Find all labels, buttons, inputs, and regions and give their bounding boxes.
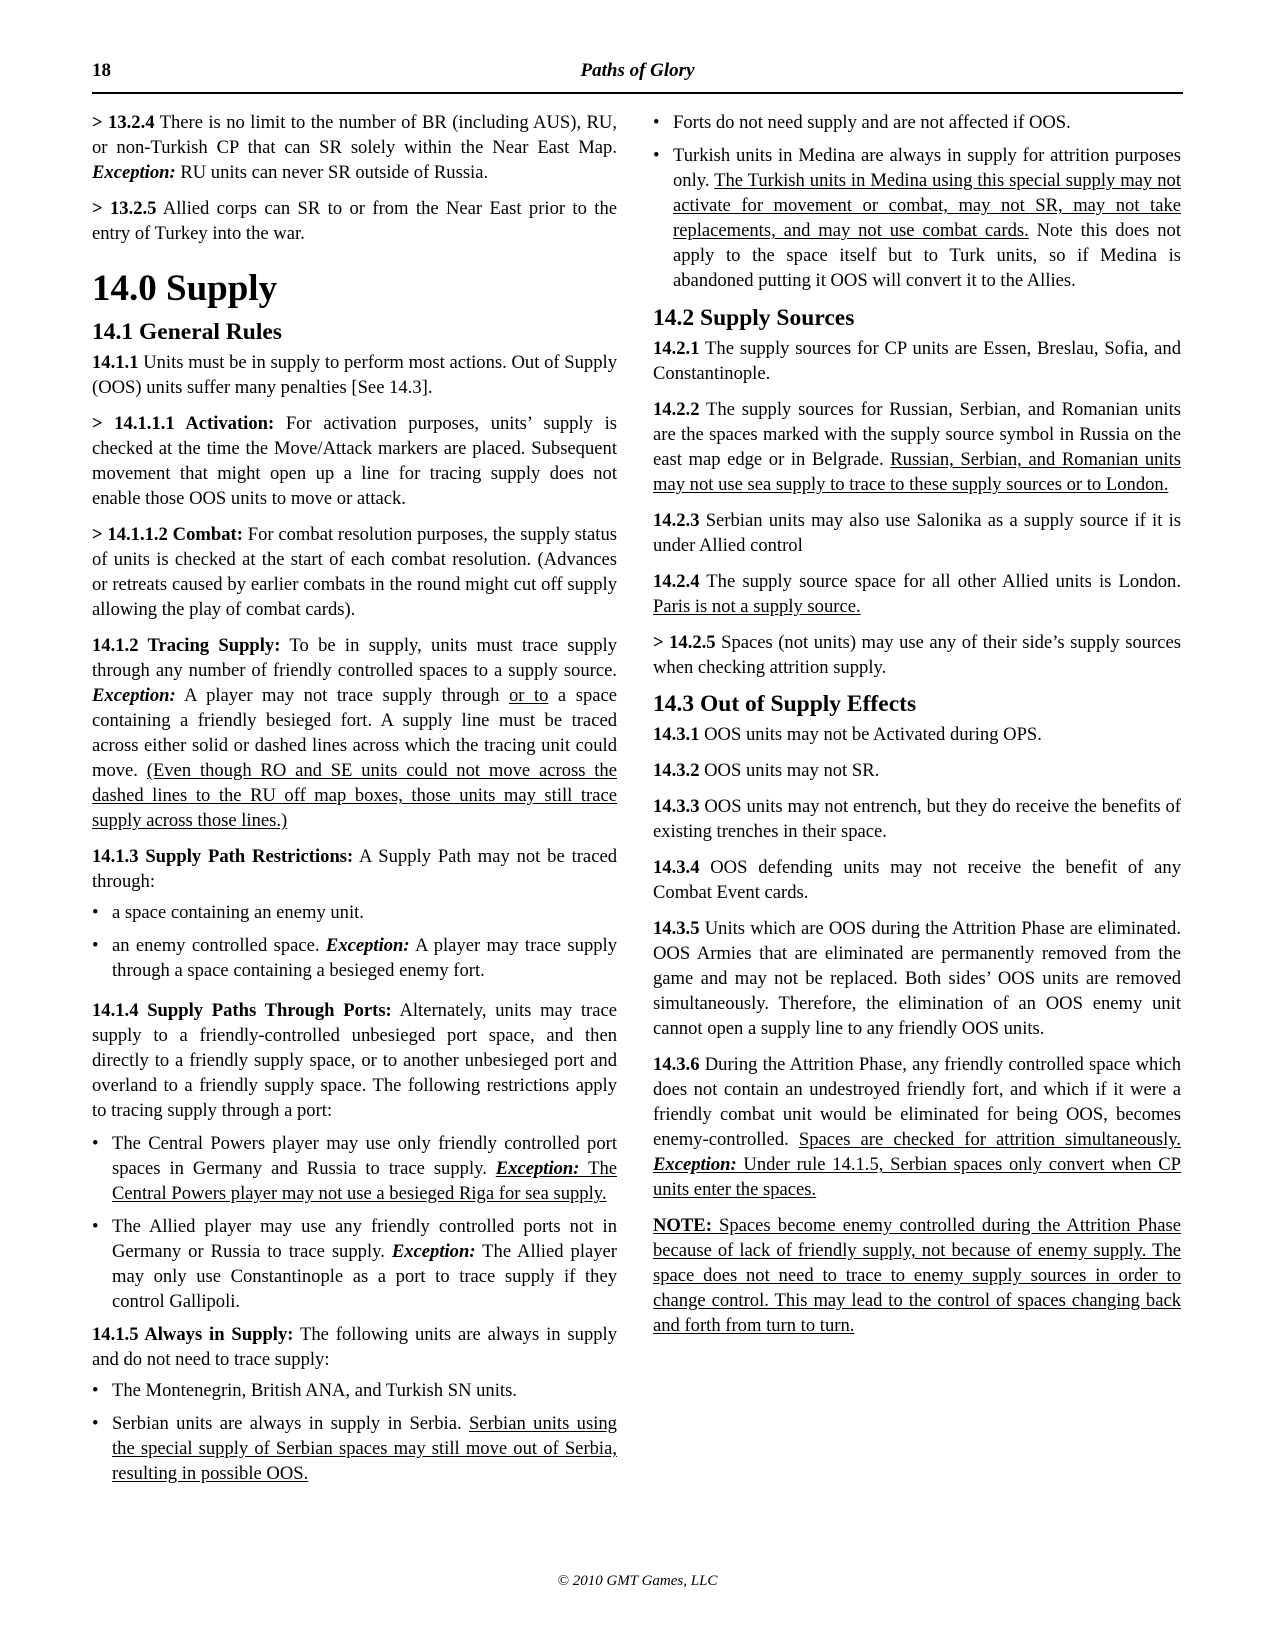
rule-14-3-5: 14.3.5 Units which are OOS during the Attrition Phase are eliminated. OOS Armies that are eliminated are permanently removed from the game and may not be replaced. Both sides’ OOS units are removed simultaneously. Therefore, the elimination of an OOS enemy unit cannot open a supply line to any friendly OOS units. — [653, 918, 1181, 1039]
section-heading-14-0: 14.0 Supply — [92, 268, 278, 309]
bullet-serbian-units: • Serbian units are always in supply in Serbia. Serbian units using the special supply of Serbian spaces may still move out of Serbia, resulting in possible OOS. — [92, 1413, 617, 1484]
rule-14-2-2: 14.2.2 The supply sources for Russian, Serbian, and Romanian units are the spaces marked with the supply source symbol in Russia on the east map edge or in Belgrade. Russian, Serbian, and Romanian units may not use sea supply to trace to these supply sources or to London. — [653, 399, 1182, 495]
bullet-icon: • — [92, 1380, 99, 1401]
left-column — [92, 110, 617, 1494]
bullet-icon: • — [92, 1216, 99, 1237]
bullet-enemy-controlled-space: • an enemy controlled space. Exception: A player may trace supply through a space containing a besieged enemy fort. — [92, 935, 617, 981]
rule-13-2-5: > 13.2.5 Allied corps can SR to or from the Near East prior to the entry of Turkey into the war. — [92, 198, 617, 244]
rule-14-1-5: 14.1.5 Always in Supply: The following units are always in supply and do not need to trace supply: — [92, 1324, 618, 1370]
bullet-forts: • Forts do not need supply and are not affected if OOS. — [653, 112, 1071, 133]
bullet-icon: • — [92, 935, 99, 956]
rule-14-1-4: 14.1.4 Supply Paths Through Ports: Alternately, units may trace supply to a friendly-controlled unbesieged port space, and then directly to a friendly supply space, or to another unbesieged port and overland to a friendly supply space. The following restrictions apply to tracing supply through a port: — [92, 1000, 617, 1121]
page-number: 18 — [92, 60, 111, 81]
running-title: Paths of Glory — [580, 60, 695, 81]
subsection-heading-14-3: 14.3 Out of Supply Effects — [653, 691, 917, 717]
subsection-heading-14-2: 14.2 Supply Sources — [653, 305, 855, 331]
rule-14-3-3: 14.3.3 OOS units may not entrench, but they do receive the benefits of existing trenches in their space. — [653, 796, 1181, 842]
rule-14-1-2: 14.1.2 Tracing Supply: To be in supply, units must trace supply through any number of friendly controlled spaces to a supply source. Exception: A player may not trace supply through or to a space containing a friendly besieged fort. A supply line must be traced across either solid or dashed lines across which the tracing unit could move. (Even though RO and SE units could not move across the dashed lines to the RU off map boxes, those units may still trace supply across those lines.) — [92, 635, 618, 831]
rule-14-3-6: 14.3.6 During the Attrition Phase, any friendly controlled space which does not contain an undestroyed friendly fort, and which if it were a friendly combat unit would be eliminated for being OOS, becomes enemy-controlled. Spaces are checked for attrition simultaneously. Exception: Under rule 14.1.5, Serbian spaces only convert when CP units enter the spaces. — [653, 1054, 1181, 1200]
bullet-central-powers-ports: • The Central Powers player may use only friendly controlled port spaces in Germany and Russia to trace supply. Exception: The Central Powers player may not use a besieged Riga for sea supply. — [92, 1133, 617, 1204]
rule-14-1-1-2: > 14.1.1.2 Combat: For combat resolution purposes, the supply status of units is checked at the start of each combat resolution. (Advances or retreats caused by earlier combats in the round might cut off supply allowing the play of combat cards). — [92, 524, 617, 620]
page-header — [92, 58, 1183, 94]
rule-14-2-5: > 14.2.5 Spaces (not units) may use any of their side’s supply sources when checking attrition supply. — [653, 632, 1182, 678]
bullet-enemy-unit: • a space containing an enemy unit. — [92, 902, 364, 923]
right-column — [653, 110, 1181, 1349]
bullet-medina: • Turkish units in Medina are always in supply for attrition purposes only. The Turkish units in Medina using this special supply may not activate for movement or combat, may not SR, may not take replacements, and may not use combat cards. Note this does not apply to the space itself but to Turk units, so if Medina is abandoned putting it OOS will convert it to the Allies. — [653, 145, 1182, 291]
subsection-heading-14-1: 14.1 General Rules — [92, 319, 282, 345]
bullet-icon: • — [92, 1133, 99, 1154]
bullet-icon: • — [653, 112, 660, 133]
rule-14-3-4: 14.3.4 OOS defending units may not receive the benefit of any Combat Event cards. — [653, 857, 1181, 903]
rule-14-3-2: 14.3.2 OOS units may not SR. — [653, 760, 880, 781]
rule-14-1-3: 14.1.3 Supply Path Restrictions: A Supply Path may not be traced through: — [92, 846, 617, 892]
bullet-allied-ports: • The Allied player may use any friendly controlled ports not in Germany or Russia to trace supply. Exception: The Allied player may only use Constantinople as a port to trace supply if they control Gallipoli. — [92, 1216, 617, 1312]
rule-14-1-1-1: > 14.1.1.1 Activation: For activation purposes, units’ supply is checked at the time the Move/Attack markers are placed. Subsequent movement that might open up a line for tracing supply does not enable those OOS units to move or attack. — [92, 413, 617, 509]
bullet-icon: • — [653, 145, 660, 166]
rule-14-1-1: 14.1.1 Units must be in supply to perform most actions. Out of Supply (OOS) units suffer many penalties [See 14.3]. — [92, 352, 617, 398]
bullet-icon: • — [92, 902, 99, 923]
bullet-icon: • — [92, 1413, 99, 1434]
rule-14-2-1: 14.2.1 The supply sources for CP units are Essen, Breslau, Sofia, and Constantinople. — [653, 338, 1181, 384]
rule-14-2-3: 14.2.3 Serbian units may also use Salonika as a supply source if it is under Allied control — [653, 510, 1181, 556]
rule-13-2-4: > 13.2.4 There is no limit to the number of BR (including AUS), RU, or non-Turkish CP that can SR solely within the Near East Map. Exception: RU units can never SR outside of Russia. — [92, 112, 617, 183]
rule-14-3-1: 14.3.1 OOS units may not be Activated during OPS. — [653, 724, 1042, 745]
bullet-montenegrin-units: • The Montenegrin, British ANA, and Turkish SN units. — [92, 1380, 517, 1401]
footer-copyright: © 2010 GMT Games, LLC — [557, 1573, 718, 1589]
note-attrition-control: NOTE: Spaces become enemy controlled during the Attrition Phase because of lack of friendly supply, not because of enemy supply. The space does not need to trace to enemy supply sources in order to change control. This may lead to the control of spaces changing back and forth from turn to turn. — [653, 1215, 1181, 1336]
rule-14-2-4: 14.2.4 The supply source space for all other Allied units is London. Paris is not a supply source. — [653, 571, 1181, 617]
